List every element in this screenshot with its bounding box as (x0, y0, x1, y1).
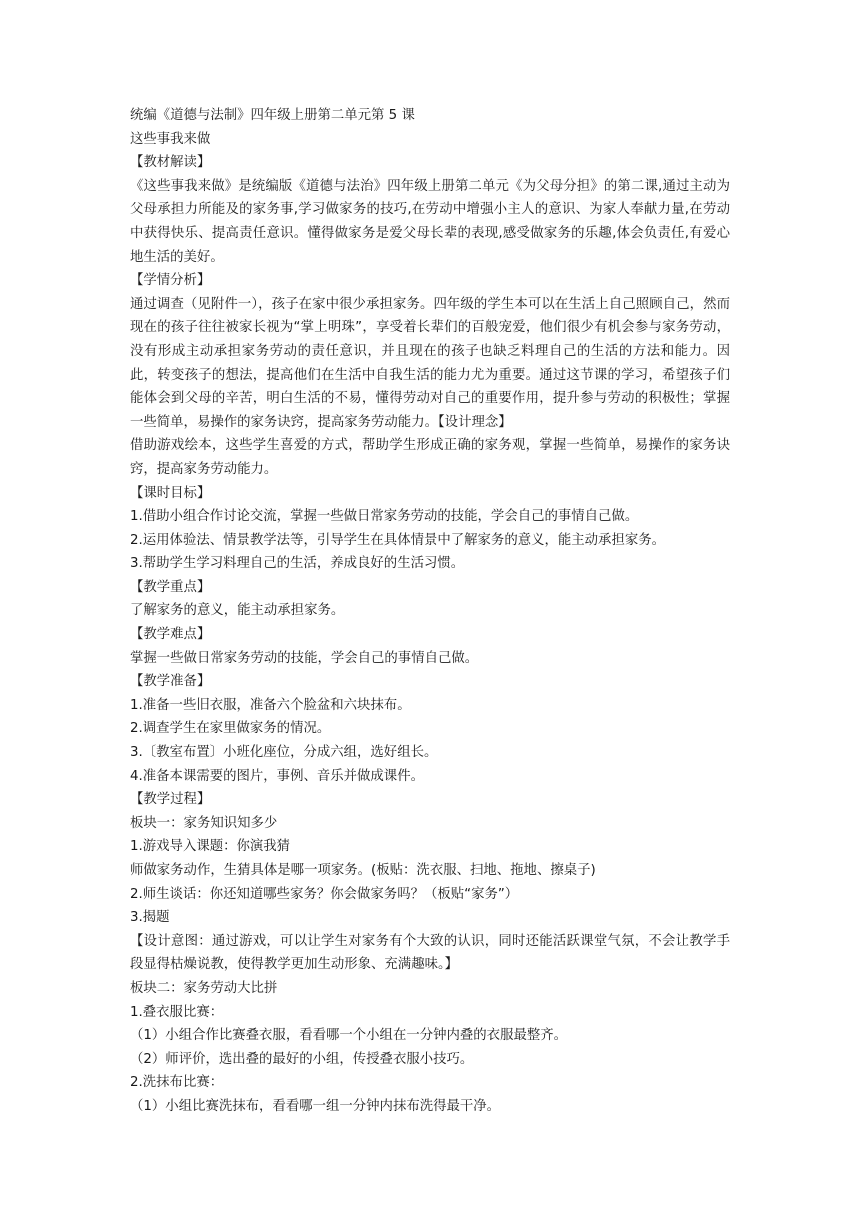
block-two-title: 板块二：家务劳动大比拼 (130, 980, 278, 996)
block-one-item: 1.游戏导入课题：你演我猜 (130, 839, 291, 855)
learning-paragraph: 通过调查（见附件一），孩子在家中很少承担家务。四年级的学生本可以在生活上自己照顾自己，然而现在的孩子往往被家长视为“掌上明珠”，享受着长辈们的百般宠爱，他们很少有机会参与家务劳动，没有形成主动承担家务劳动的责任意识，并且现在的孩子也缺乏料理自己的生活的方法和能力。因此，转变孩子的想法，提高他们在生活中自我生活的能力尤为重要。通过这节课的学习，希望孩子们能体会到父母的辛苦，明白生活的不易，懂得劳动对自己的重要作用，提升参与劳动的积极性；掌握一些简单，易操作的家务诀窍，提高家务劳动能力。【设计理念】 (130, 296, 730, 430)
textbook-paragraph: 《这些事我来做》是统编版《道德与法治》四年级上册第二单元《为父母分担》的第二课,通过主动为父母承担力所能及的家务事,学习做家务的技巧,在劳动中增强小主人的意识、为家人奉献力量,在劳动中获得快乐、提高责任意识。懂得做家务是爱父母长辈的表现,感受做家务的乐趣,体会负责任,有爱心地生活的美好。 (130, 178, 730, 265)
prep-item: 2.调查学生在家里做家务的情况。 (130, 721, 331, 737)
key-point-text: 了解家务的意义，能主动承担家务。 (130, 603, 345, 619)
block-two-item: （2）师评价，选出叠的最好的小组，传授叠衣服小技巧。 (130, 1051, 474, 1067)
block-two-item: 2.洗抹布比赛： (130, 1075, 224, 1091)
prep-item: 4.准备本课需要的图片，事例、音乐并做成课件。 (130, 768, 424, 784)
section-heading-learning: 【学情分析】 (130, 273, 211, 289)
section-heading-textbook: 【教材解读】 (130, 155, 211, 171)
document-page (130, 104, 730, 1119)
lesson-title: 这些事我来做 (130, 131, 211, 147)
section-heading-goals: 【课时目标】 (130, 485, 211, 501)
block-one-item: 3.揭题 (130, 910, 170, 926)
block-one-title: 板块一：家务知识知多少 (130, 815, 278, 831)
section-heading-key: 【教学重点】 (130, 579, 211, 595)
goal-item: 2.运用体验法、情景教学法等，引导学生在具体情景中了解家务的意义，能主动承担家务。 (130, 532, 666, 548)
prep-item: 3.〔教室布置〕小班化座位，分成六组，选好组长。 (130, 745, 438, 761)
design-intent-paragraph: 【设计意图：通过游戏，可以让学生对家务有个大致的认识，同时还能活跃课堂气氛，不会让教学手段显得枯燥说教，使得教学更加生动形象、充满趣味。】 (130, 933, 730, 973)
section-heading-process: 【教学过程】 (130, 792, 211, 808)
design-paragraph: 借助游戏绘本，这些学生喜爱的方式，帮助学生形成正确的家务观，掌握一些简单，易操作的家务诀窍，提高家务劳动能力。 (130, 438, 730, 477)
block-one-item: 师做家务动作，生猜具体是哪一项家务。(板贴：洗衣服、扫地、拖地、擦桌子) (130, 863, 596, 878)
section-heading-prep: 【教学准备】 (130, 674, 211, 690)
prep-item: 1.准备一些旧衣服，准备六个脸盆和六块抹布。 (130, 697, 411, 713)
goal-item: 3.帮助学生学习料理自己的生活，养成良好的生活习惯。 (130, 556, 465, 572)
goal-item: 1.借助小组合作讨论交流，掌握一些做日常家务劳动的技能，学会自己的事情自己做。 (130, 509, 639, 525)
document-header: 统编《道德与法制》四年级上册第二单元第 5 课 (130, 108, 415, 123)
section-heading-difficult: 【教学难点】 (130, 627, 211, 643)
block-two-item: 1.叠衣服比赛： (130, 1004, 224, 1020)
block-one-item: 2.师生谈话：你还知道哪些家务？你会做家务吗？（板贴“家务”） (130, 886, 519, 902)
block-two-item: （1）小组比赛洗抹布，看看哪一组一分钟内抹布洗得最干净。 (130, 1098, 501, 1114)
difficult-point-text: 掌握一些做日常家务劳动的技能，学会自己的事情自己做。 (130, 650, 479, 666)
block-two-item: （1）小组合作比赛叠衣服，看看哪一个小组在一分钟内叠的衣服最整齐。 (130, 1028, 568, 1044)
